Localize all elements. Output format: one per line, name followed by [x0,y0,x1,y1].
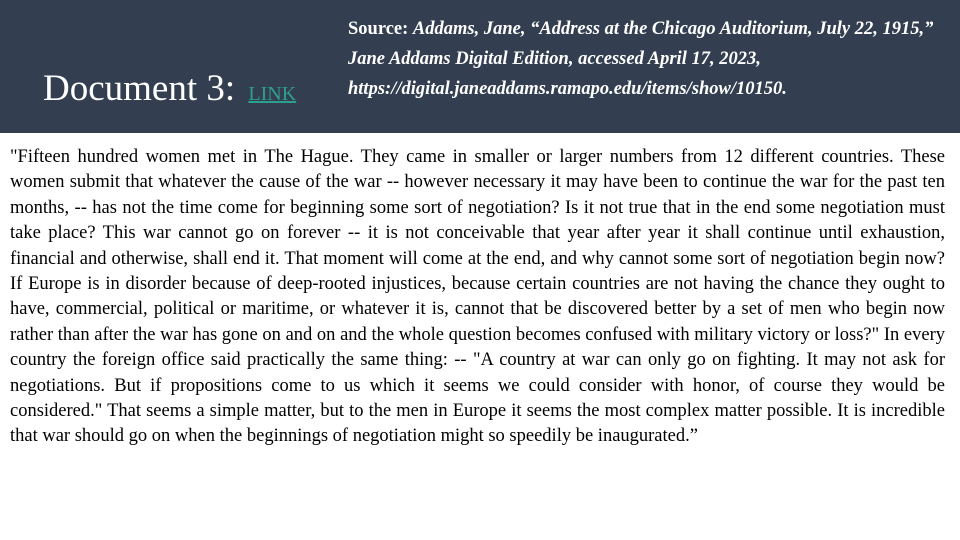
document-title-block [43,66,296,117]
document-quote: "Fifteen hundred women met in The Hague. They came in smaller or larger numbers from 12 different countries. These women submit that whatever the cause of the war -- however necessary it may have been to continue the war for the past ten months, -- has not the time come for beginning some sort of negotiation? Is it not true that in the end some negotiation must take place? This war cannot go on forever -- it is not conceivable that year after year it shall continue until exhaustion, financial and otherwise, shall end it. That moment will come at the end, and why cannot some sort of negotiation begin now? If Europe is in disorder because of deep-rooted injustices, because certain countries are not having the chance they ought to have, commercial, political or maritime, or whatever it is, cannot that be discovered better by a set of men who begin now rather than after the war has gone on and on and the whole question becomes confused with military victory or loss?" In every country the foreign office said practically the same thing: -- "A country at war can only go on fighting. It may not ask for negotiations. But if propositions come to us which it seems we could consider with honor, of course they would be considered." That seems a simple matter, but to the men in Europe it seems the most complex matter possible. It is incredible that war should go on when the beginnings of negotiation might so speedily be inaugurated.” [10,147,945,447]
header-band [0,0,960,133]
source-link[interactable]: LINK [248,83,297,105]
source-text: Addams, Jane, “Address at the Chicago Auditorium, July 22, 1915,” Jane Addams Digital Edition, accessed April 17, 2023, https://digital.janeaddams.ramapo.edu/items/show/10150. [348,19,934,99]
source-label: Source: [348,19,409,39]
document-title: Document 3: [43,68,236,109]
source-citation [348,14,938,104]
